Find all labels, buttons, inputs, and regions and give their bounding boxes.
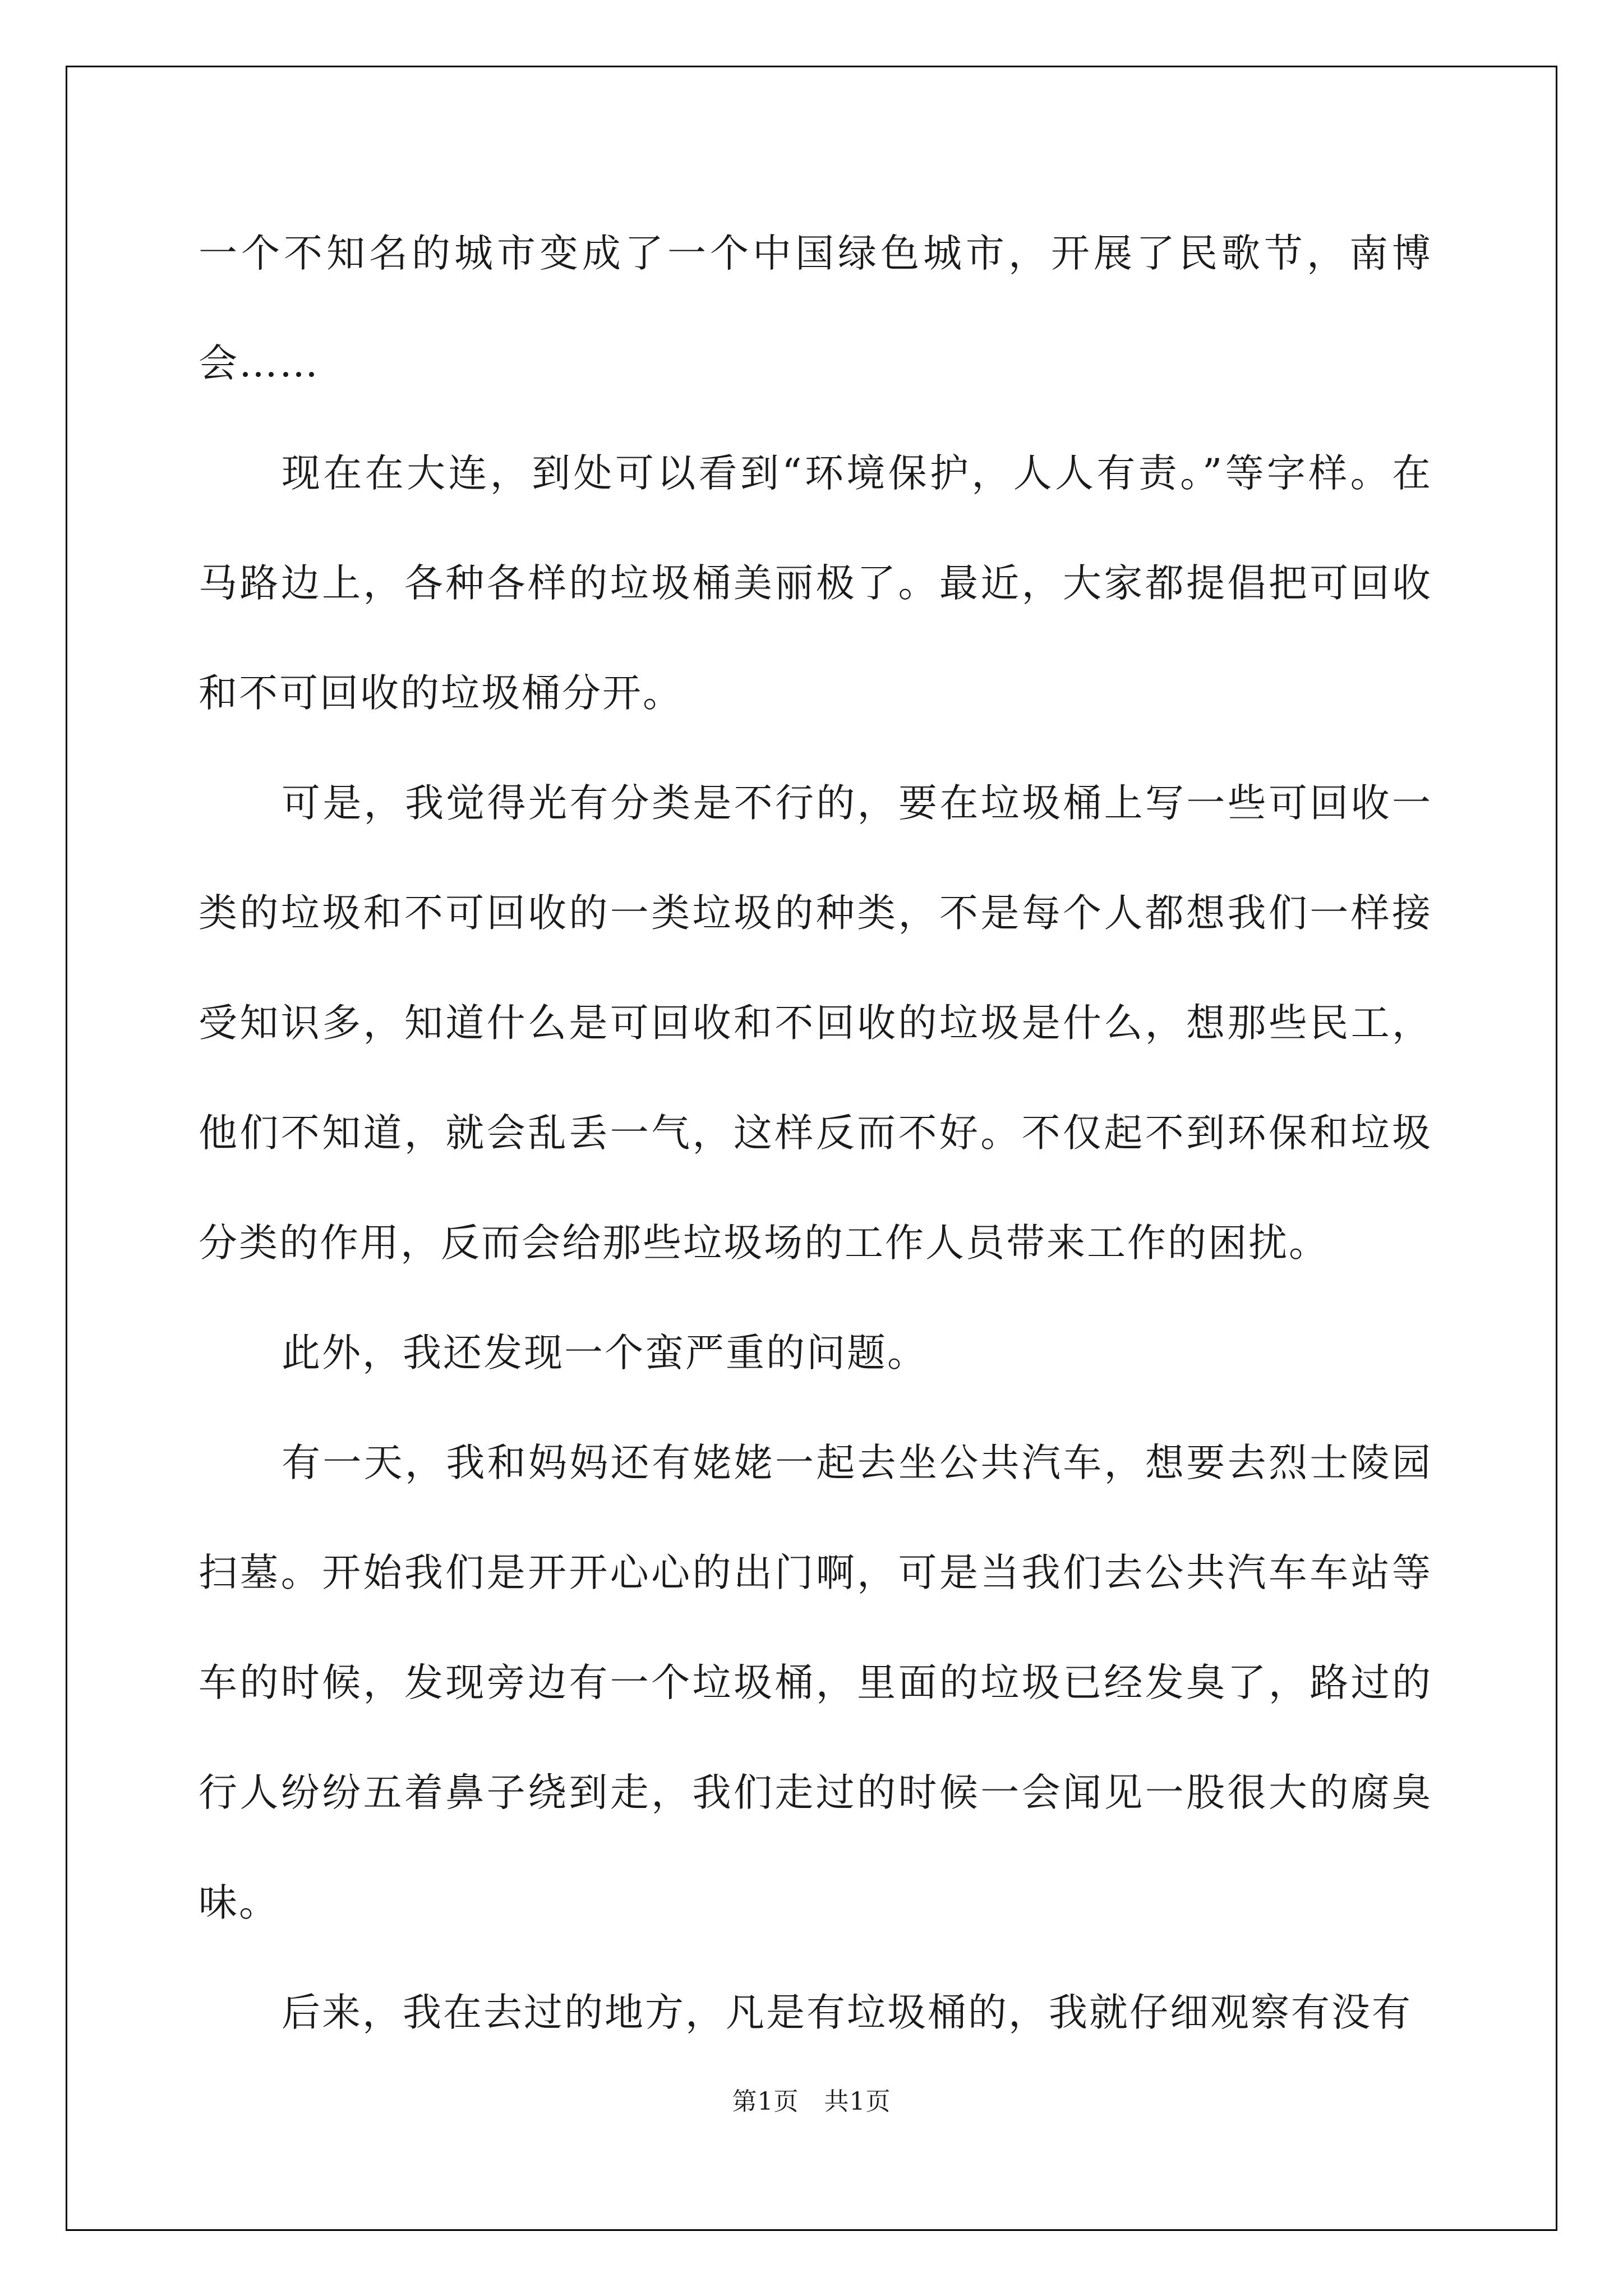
paragraph-3: 可是，我觉得光有分类是不行的，要在垃圾桶上写一些可回收一类的垃圾和不可回收的一类垃圾的种类，不是每个人都想我们一样接受知识多，知道什么是可回收和不回收的垃圾是什么，想那些民工，他们不知道，就会乱丢一气，这样反而不好。不仅起不到环保和垃圾分类的作用，反而会给那些垃圾场的工作人员带来工作的困扰。	[199, 781, 1432, 1266]
paragraph-5: 有一天，我和妈妈还有姥姥一起去坐公共汽车，想要去烈士陵园扫墓。开始我们是开开心心的出门啊，可是当我们去公共汽车车站等车的时候，发现旁边有一个垃圾桶，里面的垃圾已经发臭了，路过的行人纷纷五着鼻子绕到走，我们走过的时候一会闻见一股很大的腐臭味。	[199, 1441, 1432, 1925]
paragraph-4: 此外，我还发现一个蛮严重的问题。	[282, 1331, 928, 1375]
paragraph-6: 后来，我在去过的地方，凡是有垃圾桶的，我就仔细观察有没有	[282, 1990, 1412, 2035]
document-body	[199, 199, 1432, 2068]
page-footer: 第1页 共1页	[732, 2087, 891, 2116]
paragraph-2: 现在在大连，到处可以看到“环境保护，人人有责。”等字样。在马路边上，各种各样的垃圾桶美丽极了。最近，大家都提倡把可回收和不可回收的垃圾桶分开。	[199, 451, 1432, 716]
paragraph-1: 一个不知名的城市变成了一个中国绿色城市，开展了民歌节，南博会……	[199, 231, 1432, 386]
